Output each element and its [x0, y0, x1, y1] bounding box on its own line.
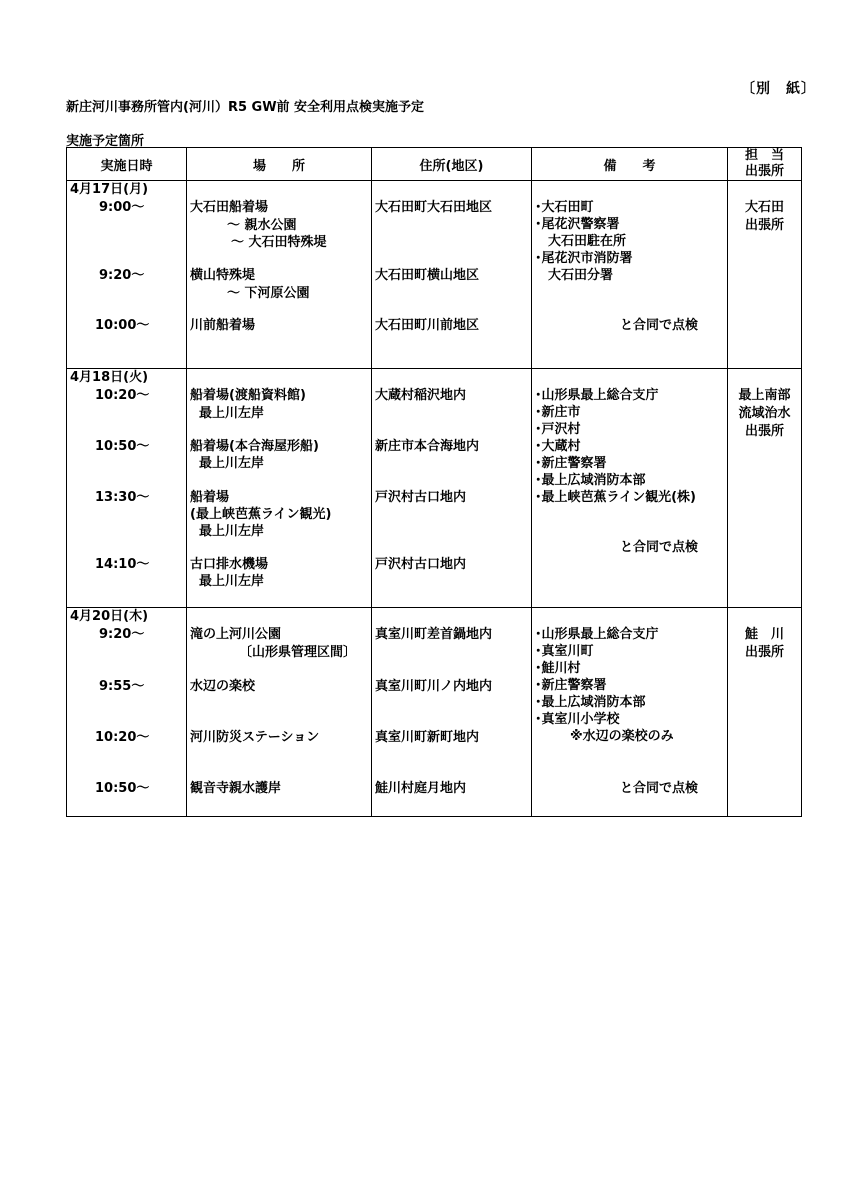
remark-item: ･真室川町 — [535, 644, 594, 659]
table-header-row — [67, 148, 802, 181]
time-label: 10:20～ — [95, 388, 150, 403]
remark-item: ･尾花沢警察署 — [535, 217, 620, 232]
annex-label: 〔別 紙〕 — [741, 81, 816, 97]
office-name: 流域治水 — [738, 406, 791, 421]
place-name: 観音寺親水護岸 — [190, 781, 282, 796]
office-name: 大石田 — [744, 200, 784, 215]
remark-item: ･新庄警察署 — [535, 678, 607, 693]
datetime-cell — [67, 608, 187, 817]
remark-item: ･最上広域消防本部 — [535, 695, 646, 710]
time-label: 9:55～ — [99, 679, 145, 694]
time-label: 13:30～ — [95, 490, 150, 505]
office-cell — [728, 369, 802, 608]
remark-item: ･最上峡芭蕉ライン観光(株) — [535, 490, 696, 505]
office-name: 鮭 川 — [744, 627, 784, 642]
address-text: 大石田町横山地区 — [375, 268, 480, 283]
remark-item: ･真室川小学校 — [535, 712, 620, 727]
address-text: 大石田町大石田地区 — [375, 200, 493, 215]
time-label: 9:20～ — [99, 268, 145, 283]
place-name: 川前船着場 — [190, 318, 256, 333]
time-label: 9:00～ — [99, 200, 145, 215]
place-name: 船着場(渡船資料館) — [190, 388, 306, 403]
document-title: 新庄河川事務所管内(河川）R5 GW前 安全利用点検実施予定 — [66, 100, 425, 115]
remarks-cell — [532, 181, 728, 369]
place-cell — [187, 181, 372, 369]
place-name: 滝の上河川公園 — [190, 627, 282, 642]
place-cell — [187, 608, 372, 817]
datetime-cell — [67, 369, 187, 608]
place-name: 河川防災ステーション — [190, 730, 320, 745]
table-row — [67, 181, 802, 369]
address-text: 真室川町新町地内 — [375, 730, 480, 745]
place-name: ～ 大石田特殊堤 — [231, 235, 327, 250]
remark-item: 大石田駐在所 — [535, 234, 627, 249]
header-office — [728, 148, 802, 181]
place-name: 船着場 — [190, 490, 230, 505]
remarks-cell — [532, 608, 728, 817]
header-remarks: 備 考 — [532, 148, 728, 181]
header-office-line2: 出張所 — [744, 164, 784, 179]
address-text: 真室川町川ノ内地内 — [375, 679, 493, 694]
remark-item: ･山形県最上総合支庁 — [535, 627, 659, 642]
header-datetime: 実施日時 — [67, 148, 187, 181]
remark-tail: と合同で点検 — [620, 540, 699, 555]
place-name: 船着場(本合海屋形船) — [190, 439, 319, 454]
remark-item: ･大蔵村 — [535, 439, 581, 454]
place-name: 水辺の楽校 — [190, 679, 256, 694]
place-name: 横山特殊堤 — [190, 268, 256, 283]
table-row — [67, 369, 802, 608]
address-text: 戸沢村古口地内 — [375, 557, 467, 572]
remark-tail: と合同で点検 — [620, 318, 699, 333]
remark-item: ･新庄市 — [535, 405, 581, 420]
place-name: 最上川左岸 — [199, 456, 265, 471]
time-label: 10:50～ — [95, 781, 150, 796]
office-name: 出張所 — [744, 645, 784, 660]
time-label: 9:20～ — [99, 627, 145, 642]
place-name: 〔山形県管理区間〕 — [239, 645, 357, 660]
place-name: 古口排水機場 — [190, 557, 269, 572]
header-address: 住所(地区) — [372, 148, 532, 181]
datetime-cell — [67, 181, 187, 369]
place-name: (最上峡芭蕉ライン観光) — [190, 507, 332, 522]
place-name: 最上川左岸 — [199, 524, 265, 539]
remark-item: ･山形県最上総合支庁 — [535, 388, 659, 403]
remarks-cell — [532, 369, 728, 608]
time-label: 10:20～ — [95, 730, 150, 745]
place-cell — [187, 369, 372, 608]
office-cell — [728, 608, 802, 817]
office-name: 最上南部 — [738, 388, 791, 403]
date-label: 4月20日(木) — [70, 609, 149, 624]
place-name: ～ 下河原公園 — [227, 286, 310, 301]
section-subtitle: 実施予定箇所 — [66, 134, 145, 149]
schedule-table — [66, 147, 802, 817]
place-name: 大石田船着場 — [190, 200, 269, 215]
office-name: 出張所 — [744, 424, 784, 439]
time-label: 10:50～ — [95, 439, 150, 454]
remark-item: 大石田分署 — [535, 268, 614, 283]
time-label: 10:00～ — [95, 318, 150, 333]
date-label: 4月17日(月) — [70, 182, 149, 197]
remark-item: ･戸沢村 — [535, 422, 581, 437]
address-text: 鮭川村庭月地内 — [375, 781, 467, 796]
remark-note: ※水辺の楽校のみ — [570, 729, 674, 744]
remark-tail: と合同で点検 — [620, 781, 699, 796]
address-cell — [372, 181, 532, 369]
office-name: 出張所 — [744, 218, 784, 233]
header-place: 場 所 — [187, 148, 372, 181]
header-office-line1: 担 当 — [744, 148, 784, 163]
address-cell — [372, 608, 532, 817]
remark-item: ･新庄警察署 — [535, 456, 607, 471]
date-label: 4月18日(火) — [70, 370, 149, 385]
remark-item: ･尾花沢市消防署 — [535, 251, 633, 266]
address-cell — [372, 369, 532, 608]
address-text: 大蔵村稲沢地内 — [375, 388, 467, 403]
address-text: 戸沢村古口地内 — [375, 490, 467, 505]
address-text: 真室川町差首鍋地内 — [375, 627, 493, 642]
place-name: 最上川左岸 — [199, 406, 265, 421]
office-cell — [728, 181, 802, 369]
address-text: 新庄市本合海地内 — [375, 439, 480, 454]
time-label: 14:10～ — [95, 557, 150, 572]
remark-item: ･大石田町 — [535, 200, 594, 215]
place-name: 最上川左岸 — [199, 574, 265, 589]
table-row — [67, 608, 802, 817]
remark-item: ･鮭川村 — [535, 661, 581, 676]
address-text: 大石田町川前地区 — [375, 318, 480, 333]
remark-item: ･最上広域消防本部 — [535, 473, 646, 488]
place-name: ～ 親水公園 — [227, 218, 297, 233]
